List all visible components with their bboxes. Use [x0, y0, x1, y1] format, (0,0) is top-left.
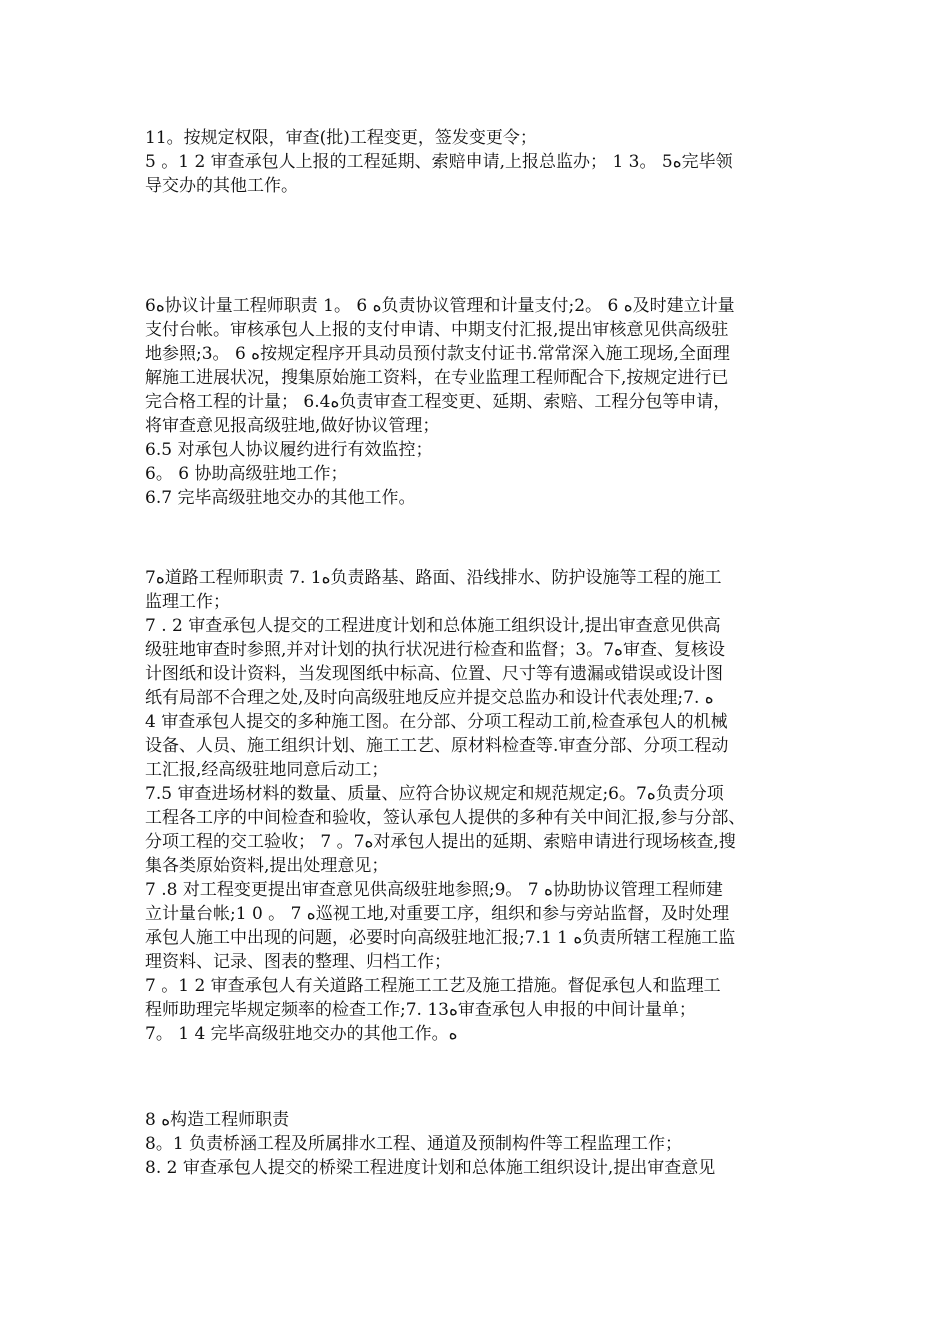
text-line: 6.5 对承包人协议履约进行有效监控； [145, 440, 433, 460]
text-line: 理资料、记录、图表的整理、归档工作； [145, 952, 451, 972]
text-line: 工程各工序的中间检查和验收，签认承包人提供的多种有关中间汇报,参与分部、 [145, 808, 746, 828]
paragraph-structural-engineer [145, 1108, 825, 1180]
paragraph-contract-engineer [145, 294, 825, 510]
text-line: 计图纸和设计资料，当发现图纸中标高、位置、尺寸等有遗漏或错误或设计图 [145, 664, 723, 684]
text-line: 6ه协议计量工程师职责 1。 6 ه负责协议管理和计量支付;2。 6 ه及时建立计量 [145, 296, 735, 316]
text-line: 7ه道路工程师职责 7. 1ه负责路基、路面、沿线排水、防护设施等工程的施工 [145, 568, 722, 588]
text-line: 纸有局部不合理之处,及时向高级驻地反应并提交总监办和设计代表处理;7. ه [145, 688, 714, 708]
text-line: 工汇报,经高级驻地同意后动工； [145, 760, 389, 780]
text-line: 5 。1 2 审查承包人上报的工程延期、索赔申请,上报总监办； 1 3。 5ه完毕领 [145, 152, 733, 172]
text-line: 导交办的其他工作。 [145, 176, 298, 196]
text-line: 立计量台帐;1 0 。 7 ه巡视工地,对重要工序，组织和参与旁站监督，及时处理 [145, 904, 730, 924]
text-line: 7 。1 2 审查承包人有关道路工程施工工艺及施工措施。督促承包人和监理工 [145, 976, 721, 996]
text-line: 程师助理完毕规定频率的检查工作;7. 13ه审查承包人申报的中间计量单； [145, 1000, 696, 1020]
text-line: 7 . 2 审查承包人提交的工程进度计划和总体施工组织设计,提出审查意见供高 [145, 616, 721, 636]
text-line: 解施工进展状况，搜集原始施工资料，在专业监理工程师配合下,按规定进行已 [145, 368, 729, 388]
text-line: 级驻地审查时参照,并对计划的执行状况进行检查和监督；3。7ه审查、复核设 [145, 640, 725, 660]
text-line: 11。按规定权限，审查(批)工程变更，签发变更令； [145, 128, 537, 148]
text-line: 承包人施工中出现的问题，必要时向高级驻地汇报;7.1 1 ه负责所辖工程施工监 [145, 928, 736, 948]
text-line: 集各类原始资料,提出处理意见； [145, 856, 389, 876]
text-line: 6.7 完毕高级驻地交办的其他工作。 [145, 488, 416, 508]
paragraph-road-engineer [145, 566, 825, 1046]
paragraph-duties-general [145, 126, 825, 198]
text-line: 8。1 负责桥涵工程及所属排水工程、通道及预制构件等工程监理工作； [145, 1134, 683, 1154]
text-line: 7.5 审查进场材料的数量、质量、应符合协议规定和规范规定;6。7ه负责分项 [145, 784, 724, 804]
text-line: 6。 6 协助高级驻地工作； [145, 464, 348, 484]
text-line: 7。 1 4 完毕高级驻地交办的其他工作。ه [145, 1024, 458, 1044]
text-line: 将审查意见报高级驻地,做好协议管理； [145, 416, 440, 436]
text-line: 地参照;3。 6 ه按规定程序开具动员预付款支付证书.常常深入施工现场,全面理 [145, 344, 730, 364]
text-line: 8. 2 审查承包人提交的桥梁工程进度计划和总体施工组织设计,提出审查意见 [145, 1158, 716, 1178]
text-line: 分项工程的交工验收； 7 。7ه对承包人提出的延期、索赔申请进行现场核查,搜 [145, 832, 736, 852]
text-line: 支付台帐。审核承包人上报的支付申请、中期支付汇报,提出审核意见供高级驻 [145, 320, 729, 340]
text-line: 8 ه构造工程师职责 [145, 1110, 290, 1130]
text-line: 完合格工程的计量； 6.4ه负责审查工程变更、延期、索赔、工程分包等申请， [145, 392, 731, 412]
text-line: 监理工作； [145, 592, 230, 612]
text-line: 4 审查承包人提交的多种施工图。在分部、分项工程动工前,检查承包人的机械 [145, 712, 728, 732]
text-line: 7 .8 对工程变更提出审查意见供高级驻地参照;9。 7 ه协助协议管理工程师建 [145, 880, 723, 900]
text-line: 设备、人员、施工组织计划、施工工艺、原材料检查等.审查分部、分项工程动 [145, 736, 729, 756]
